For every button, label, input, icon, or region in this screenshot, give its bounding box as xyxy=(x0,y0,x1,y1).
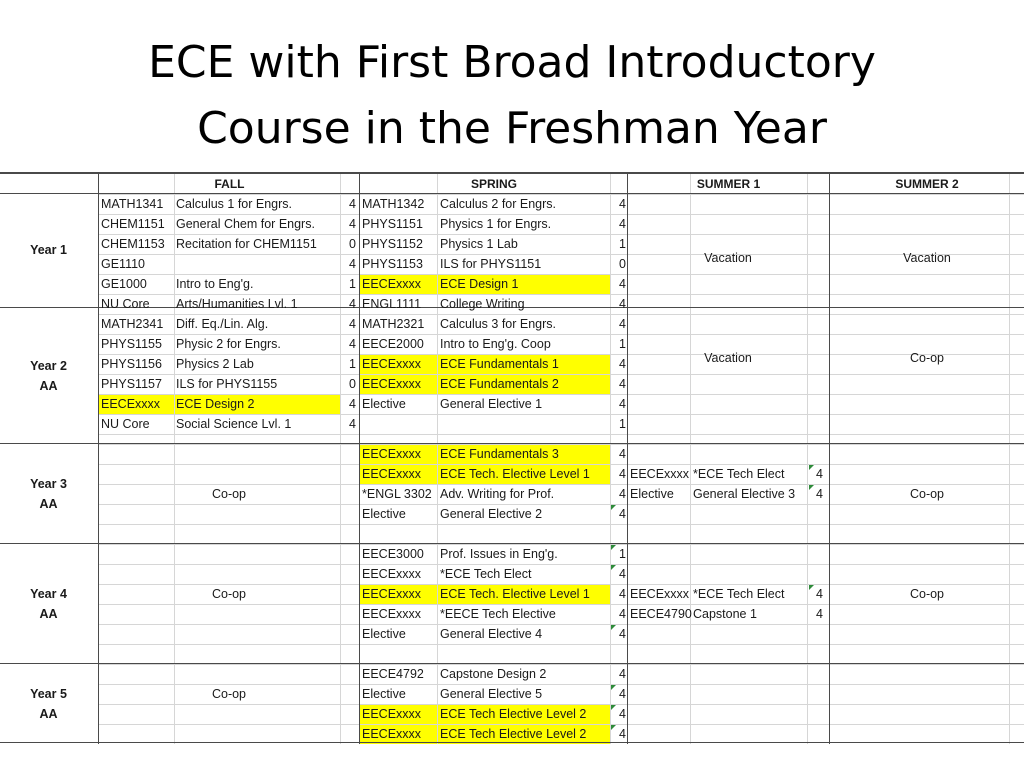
spring-code-8: EECExxxx xyxy=(362,357,422,371)
spring-marker-23 xyxy=(611,705,616,710)
spring-credits-17: 4 xyxy=(619,567,626,581)
spring-credits-8: 4 xyxy=(619,357,626,371)
row-line-17 xyxy=(99,524,1024,525)
row-line-24 xyxy=(99,664,1024,665)
summer1-code-2: EECExxxx xyxy=(630,587,690,601)
summer2-year2-note: Co-op xyxy=(909,351,945,365)
summer1-code-0: EECExxxx xyxy=(630,467,690,481)
summer1-marker-0 xyxy=(809,465,814,470)
spring-credits-22: 4 xyxy=(619,687,626,701)
fall-code-8: PHYS1156 xyxy=(101,357,162,371)
spring-name-13: ECE Tech. Elective Level 1 xyxy=(440,467,590,481)
summer2-year1-note: Vacation xyxy=(903,251,951,265)
fall-credits-2: 0 xyxy=(349,237,356,251)
fall-credits-4: 1 xyxy=(349,277,356,291)
year-1-label: Year 1 xyxy=(30,243,67,257)
col-line-3 xyxy=(610,172,611,744)
fall-name-11: Social Science Lvl. 1 xyxy=(176,417,292,431)
spring-code-4: EECExxxx xyxy=(362,277,422,291)
fall-year4-note: Co-op xyxy=(211,587,247,601)
summer1-marker-1 xyxy=(809,485,814,490)
spring-credits-18: 4 xyxy=(619,587,626,601)
year-3-sublabel: AA xyxy=(39,497,58,511)
row-line-12 xyxy=(99,434,1024,435)
spring-credits-15: 4 xyxy=(619,507,626,521)
spring-credits-19: 4 xyxy=(619,607,626,621)
fall-credits-3: 4 xyxy=(349,257,356,271)
spring-code-7: EECE2000 xyxy=(362,337,424,351)
spring-credits-5: 4 xyxy=(619,297,626,311)
fall-code-3: GE1110 xyxy=(101,257,146,271)
year-4-sublabel: AA xyxy=(39,607,58,621)
fall-code-11: NU Core xyxy=(101,417,150,431)
row-line-13 xyxy=(99,444,1024,445)
spring-name-23: ECE Tech Elective Level 2 xyxy=(440,707,587,721)
spring-credits-2: 1 xyxy=(619,237,626,251)
summer1-credits-2: 4 xyxy=(816,587,823,601)
fall-name-7: Physic 2 for Engrs. xyxy=(176,337,281,351)
fall-name-6: Diff. Eq./Lin. Alg. xyxy=(176,317,269,331)
summer1-credits-3: 4 xyxy=(816,607,823,621)
spring-credits-21: 4 xyxy=(619,667,626,681)
spring-code-12: EECExxxx xyxy=(362,447,422,461)
fall-credits-8: 1 xyxy=(349,357,356,371)
spring-name-9: ECE Fundamentals 2 xyxy=(440,377,559,391)
fall-credits-5: 4 xyxy=(349,297,356,311)
section-border-1 xyxy=(359,172,360,744)
year-5-sublabel: AA xyxy=(39,707,58,721)
spring-code-14: *ENGL 3302 xyxy=(362,487,432,501)
fall-credits-9: 0 xyxy=(349,377,356,391)
fall-code-10: EECExxxx xyxy=(101,397,161,411)
fall-name-8: Physics 2 Lab xyxy=(176,357,254,371)
fall-code-2: CHEM1153 xyxy=(101,237,165,251)
fall-name-4: Intro to Eng'g. xyxy=(176,277,254,291)
spring-name-4: ECE Design 1 xyxy=(440,277,519,291)
spring-credits-20: 4 xyxy=(619,627,626,641)
title-line-2: Course in the Freshman Year xyxy=(197,103,827,154)
col-line-1 xyxy=(340,172,341,744)
col-line-0 xyxy=(174,172,175,744)
spring-credits-11: 1 xyxy=(619,417,626,431)
spring-credits-7: 1 xyxy=(619,337,626,351)
summer1-marker-2 xyxy=(809,585,814,590)
spring-name-0: Calculus 2 for Engrs. xyxy=(440,197,557,211)
spring-code-17: EECExxxx xyxy=(362,567,422,581)
fall-year5-note: Co-op xyxy=(211,687,247,701)
fall-code-5: NU Core xyxy=(101,297,150,311)
spring-code-15: Elective xyxy=(362,507,406,521)
header-summer-1: SUMMER 1 xyxy=(696,177,761,191)
spring-code-18: EECExxxx xyxy=(362,587,422,601)
fall-code-0: MATH1341 xyxy=(101,197,164,211)
year-2-sublabel: AA xyxy=(39,379,58,393)
spring-credits-10: 4 xyxy=(619,397,626,411)
spring-name-5: College Writing xyxy=(440,297,525,311)
spring-marker-24 xyxy=(611,725,616,730)
slide-title xyxy=(0,30,1024,162)
spring-credits-12: 4 xyxy=(619,447,626,461)
spring-name-14: Adv. Writing for Prof. xyxy=(440,487,555,501)
spring-name-10: General Elective 1 xyxy=(440,397,543,411)
spring-name-1: Physics 1 for Engrs. xyxy=(440,217,552,231)
year-4-label: Year 4 xyxy=(30,587,67,601)
spring-code-2: PHYS1152 xyxy=(362,237,423,251)
spring-code-13: EECExxxx xyxy=(362,467,422,481)
spring-code-20: Elective xyxy=(362,627,406,641)
fall-name-1: General Chem for Engrs. xyxy=(176,217,315,231)
row-line-23 xyxy=(99,644,1024,645)
spring-credits-1: 4 xyxy=(619,217,626,231)
spring-name-6: Calculus 3 for Engrs. xyxy=(440,317,557,331)
spring-name-24: ECE Tech Elective Level 2 xyxy=(440,727,587,741)
summer1-year2-note: Vacation xyxy=(704,351,752,365)
fall-year3-note: Co-op xyxy=(211,487,247,501)
year-5-label: Year 5 xyxy=(30,687,67,701)
fall-code-6: MATH2341 xyxy=(101,317,164,331)
spring-credits-9: 4 xyxy=(619,377,626,391)
fall-code-9: PHYS1157 xyxy=(101,377,162,391)
spring-code-16: EECE3000 xyxy=(362,547,424,561)
year-3-label: Year 3 xyxy=(30,477,67,491)
summer1-name-3: Capstone 1 xyxy=(693,607,757,621)
fall-credits-6: 4 xyxy=(349,317,356,331)
row-line-16 xyxy=(99,504,1024,505)
spring-name-19: *EECE Tech Elective xyxy=(440,607,556,621)
fall-name-2: Recitation for CHEM1151 xyxy=(176,237,317,251)
summer1-name-2: *ECE Tech Elect xyxy=(693,587,785,601)
spring-name-16: Prof. Issues in Eng'g. xyxy=(440,547,558,561)
spring-code-9: EECExxxx xyxy=(362,377,422,391)
spring-code-6: MATH2321 xyxy=(362,317,425,331)
spring-name-18: ECE Tech. Elective Level 1 xyxy=(440,587,590,601)
header-fall: FALL xyxy=(214,177,245,191)
summer1-credits-1: 4 xyxy=(816,487,823,501)
spring-code-5: ENGL1111 xyxy=(362,297,422,311)
fall-credits-10: 4 xyxy=(349,397,356,411)
spring-credits-6: 4 xyxy=(619,317,626,331)
fall-name-0: Calculus 1 for Engrs. xyxy=(176,197,293,211)
fall-code-7: PHYS1155 xyxy=(101,337,162,351)
fall-name-9: ILS for PHYS1155 xyxy=(176,377,278,391)
spring-code-0: MATH1342 xyxy=(362,197,425,211)
row-line-22 xyxy=(99,624,1024,625)
title-line-1: ECE with First Broad Introductory xyxy=(148,37,876,88)
fall-code-1: CHEM1151 xyxy=(101,217,165,231)
fall-credits-1: 4 xyxy=(349,217,356,231)
spring-code-19: EECExxxx xyxy=(362,607,422,621)
spring-credits-0: 4 xyxy=(619,197,626,211)
row-line-19 xyxy=(99,564,1024,565)
spring-credits-24: 4 xyxy=(619,727,626,741)
header-spring: SPRING xyxy=(470,177,517,191)
summer1-name-1: General Elective 3 xyxy=(693,487,796,501)
spring-credits-14: 4 xyxy=(619,487,626,501)
spring-code-21: EECE4792 xyxy=(362,667,424,681)
summer1-year1-note: Vacation xyxy=(704,251,752,265)
row-line-18 xyxy=(99,544,1024,545)
fall-name-10: ECE Design 2 xyxy=(176,397,255,411)
spring-credits-13: 4 xyxy=(619,467,626,481)
spring-credits-23: 4 xyxy=(619,707,626,721)
spring-code-10: Elective xyxy=(362,397,406,411)
spring-code-22: Elective xyxy=(362,687,406,701)
spring-name-17: *ECE Tech Elect xyxy=(440,567,532,581)
spring-name-22: General Elective 5 xyxy=(440,687,543,701)
fall-code-4: GE1000 xyxy=(101,277,147,291)
fall-credits-11: 4 xyxy=(349,417,356,431)
summer1-code-1: Elective xyxy=(630,487,674,501)
spring-marker-20 xyxy=(611,625,616,630)
spring-code-3: PHYS1153 xyxy=(362,257,423,271)
summer2-year3-note: Co-op xyxy=(909,487,945,501)
spring-name-3: ILS for PHYS1151 xyxy=(440,257,542,271)
header-summer-2: SUMMER 2 xyxy=(895,177,959,191)
row-line-21 xyxy=(99,604,1024,605)
summer1-name-0: *ECE Tech Elect xyxy=(693,467,785,481)
fall-name-5: Arts/Humanities Lvl. 1 xyxy=(176,297,298,311)
fall-credits-7: 4 xyxy=(349,337,356,351)
spring-name-21: Capstone Design 2 xyxy=(440,667,547,681)
spring-credits-16: 1 xyxy=(619,547,626,561)
col-line-2 xyxy=(437,172,438,744)
spring-marker-15 xyxy=(611,505,616,510)
spring-name-8: ECE Fundamentals 1 xyxy=(440,357,559,371)
curriculum-table xyxy=(0,172,1024,744)
fall-credits-0: 4 xyxy=(349,197,356,211)
spring-name-2: Physics 1 Lab xyxy=(440,237,518,251)
spring-name-7: Intro to Eng'g. Coop xyxy=(440,337,551,351)
spring-credits-3: 0 xyxy=(619,257,626,271)
spring-credits-4: 4 xyxy=(619,277,626,291)
spring-code-23: EECExxxx xyxy=(362,707,422,721)
spring-marker-22 xyxy=(611,685,616,690)
spring-code-1: PHYS1151 xyxy=(362,217,423,231)
summer2-year4-note: Co-op xyxy=(909,587,945,601)
spring-marker-16 xyxy=(611,545,616,550)
summer1-code-3: EECE4790 xyxy=(630,607,692,621)
spring-name-20: General Elective 4 xyxy=(440,627,543,641)
year-2-label: Year 2 xyxy=(30,359,67,373)
spring-name-15: General Elective 2 xyxy=(440,507,543,521)
spring-name-12: ECE Fundamentals 3 xyxy=(440,447,559,461)
spring-code-24: EECExxxx xyxy=(362,727,422,741)
summer1-credits-0: 4 xyxy=(816,467,823,481)
spring-marker-17 xyxy=(611,565,616,570)
section-border-0 xyxy=(98,172,99,744)
